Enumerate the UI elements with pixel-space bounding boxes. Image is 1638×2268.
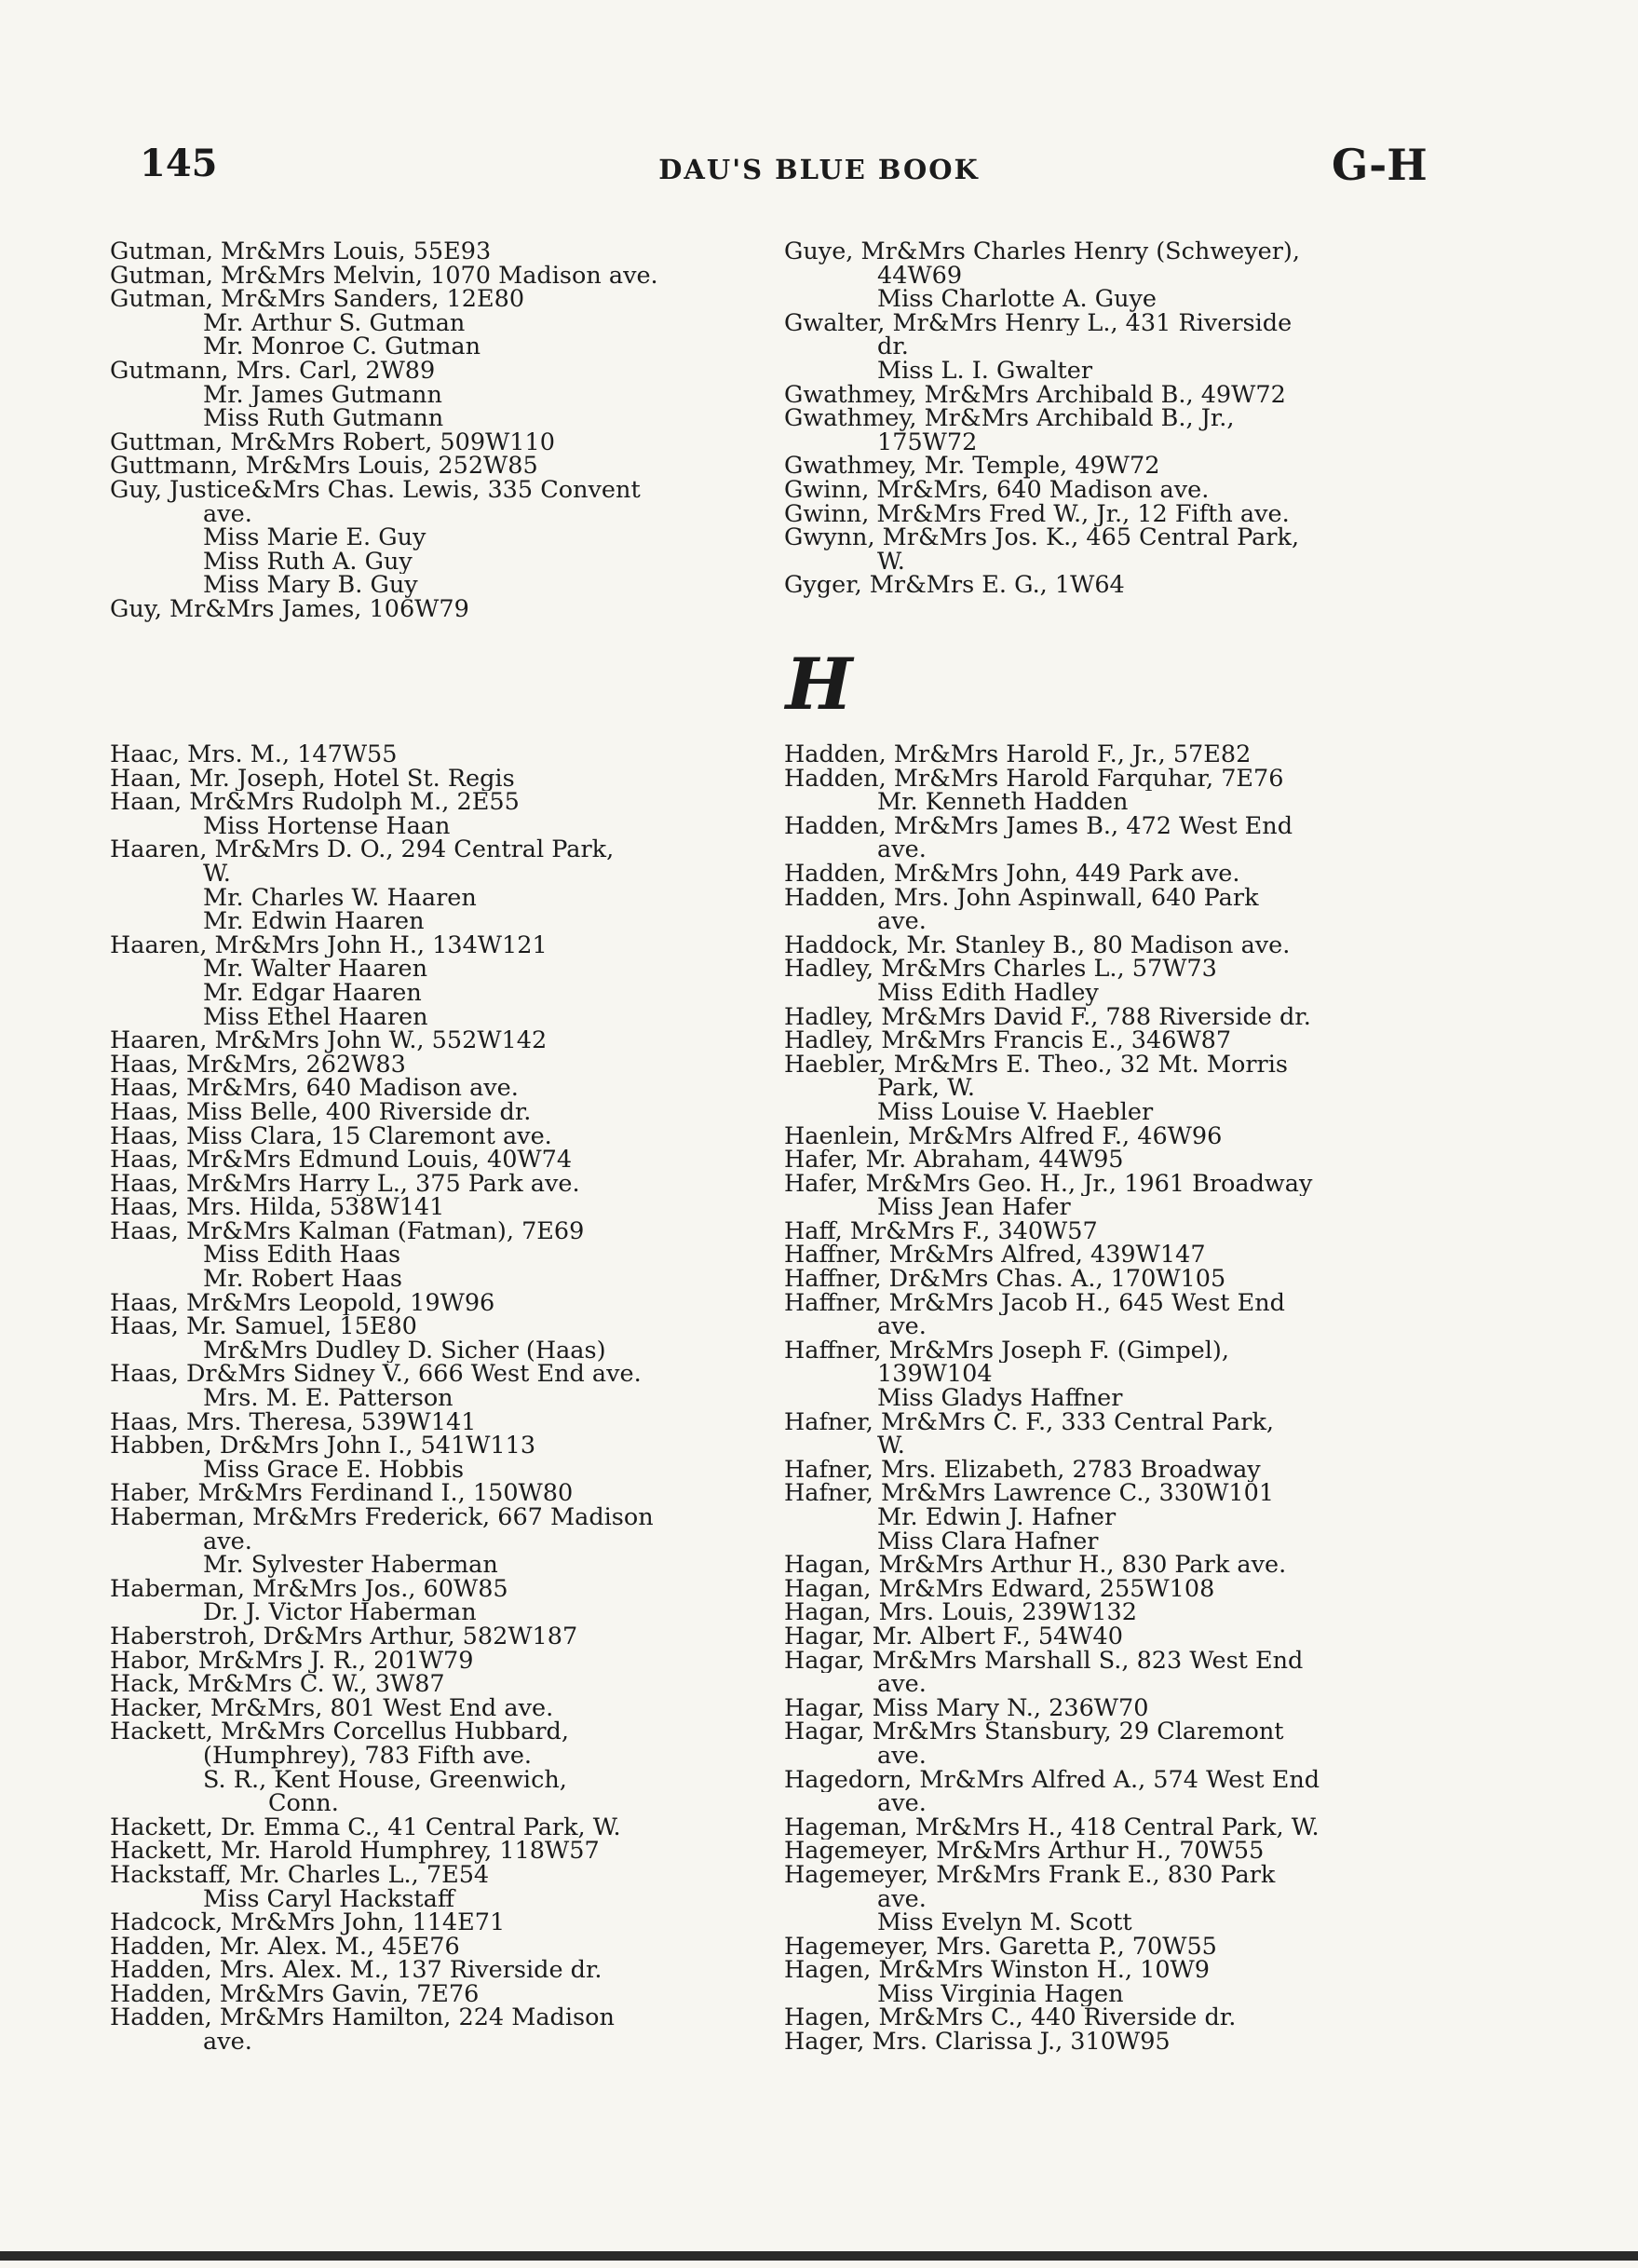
directory-entry: Hagen, Mr&Mrs Winston H., 10W9 (784, 1959, 1210, 1983)
book-title: DAU'S BLUE BOOK (658, 154, 980, 185)
directory-entry: Hadden, Mr&Mrs Gavin, 7E76 (110, 1982, 480, 2007)
directory-subentry: Mr. Sylvester Haberman (203, 1554, 498, 1578)
h-entries-right-column (784, 743, 1436, 2055)
directory-entry: Haas, Mr&Mrs Edmund Louis, 40W74 (110, 1148, 573, 1173)
g-entries-right-column (784, 240, 1436, 598)
directory-entry: Hagar, Mr&Mrs Stansbury, 29 Claremont (784, 1720, 1284, 1745)
directory-entry: Gutman, Mr&Mrs Melvin, 1070 Madison ave. (110, 264, 658, 289)
directory-subentry: ave. (877, 1792, 927, 1816)
directory-subentry: Mr. Edgar Haaren (203, 981, 422, 1006)
directory-subentry: ave. (877, 1673, 927, 1697)
directory-entry: Haff, Mr&Mrs F., 340W57 (784, 1219, 1098, 1244)
directory-entry: Hafer, Mr. Abraham, 44W95 (784, 1148, 1124, 1173)
directory-subentry: ave. (877, 1887, 927, 1912)
directory-entry: Gyger, Mr&Mrs E. G., 1W64 (784, 574, 1125, 598)
directory-entry: Hagan, Mrs. Louis, 239W132 (784, 1601, 1137, 1625)
directory-entry: Gwathmey, Mr. Temple, 49W72 (784, 455, 1160, 479)
directory-subentry: Dr. J. Victor Haberman (203, 1601, 477, 1625)
directory-entry: Hagen, Mr&Mrs C., 440 Riverside dr. (784, 2006, 1237, 2031)
directory-subentry: ave. (203, 1529, 252, 1555)
directory-subentry: Miss Evelyn M. Scott (877, 1911, 1132, 1935)
directory-subentry: Miss L. I. Gwalter (877, 359, 1093, 384)
directory-subentry: Mr. James Gutmann (203, 383, 442, 408)
directory-subentry: Miss Charlotte A. Guye (877, 288, 1157, 312)
directory-entry: Hadley, Mr&Mrs Charles L., 57W73 (784, 957, 1217, 982)
directory-entry: Guttmann, Mr&Mrs Louis, 252W85 (110, 455, 538, 479)
directory-entry: Haas, Miss Belle, 400 Riverside dr. (110, 1100, 532, 1125)
directory-entry: Gutman, Mr&Mrs Sanders, 12E80 (110, 288, 525, 312)
directory-entry: Hadden, Mr&Mrs James B., 472 West End (784, 814, 1293, 839)
directory-entry: Hadley, Mr&Mrs Francis E., 346W87 (784, 1029, 1232, 1053)
directory-entry: Haffner, Dr&Mrs Chas. A., 170W105 (784, 1268, 1226, 1292)
directory-entry: Hager, Mrs. Clarissa J., 310W95 (784, 2030, 1171, 2055)
directory-entry: Haas, Miss Clara, 15 Claremont ave. (110, 1124, 552, 1149)
directory-entry: Haber, Mr&Mrs Ferdinand I., 150W80 (110, 1482, 574, 1506)
section-letter-h: H (785, 643, 853, 726)
directory-subentry: Conn. (268, 1792, 339, 1816)
directory-subentry: Miss Grace E. Hobbis (203, 1458, 465, 1483)
directory-entry: Hadcock, Mr&Mrs John, 114E71 (110, 1911, 506, 1935)
directory-subentry: ave. (877, 1744, 927, 1769)
directory-entry: Hagar, Mr. Albert F., 54W40 (784, 1624, 1123, 1650)
directory-entry: Hagar, Miss Mary N., 236W70 (784, 1696, 1149, 1721)
directory-entry: Hafner, Mrs. Elizabeth, 2783 Broadway (784, 1458, 1261, 1483)
directory-entry: Haas, Mrs. Hilda, 538W141 (110, 1196, 445, 1220)
directory-entry: Haffner, Mr&Mrs Alfred, 439W147 (784, 1243, 1206, 1269)
directory-subentry: Miss Edith Haas (203, 1243, 401, 1269)
directory-subentry: Mr. Walter Haaren (203, 957, 428, 982)
directory-subentry: W. (203, 862, 231, 887)
directory-subentry: Park, W. (877, 1077, 975, 1101)
directory-entry: Hagar, Mr&Mrs Marshall S., 823 West End (784, 1649, 1304, 1674)
directory-entry: Hack, Mr&Mrs C. W., 3W87 (110, 1673, 445, 1697)
directory-entry: Gwynn, Mr&Mrs Jos. K., 465 Central Park, (784, 526, 1300, 550)
directory-subentry: Miss Mary B. Guy (203, 574, 418, 598)
directory-subentry: Miss Clara Hafner (877, 1529, 1099, 1555)
directory-entry: Hadden, Mr&Mrs John, 449 Park ave. (784, 862, 1240, 887)
directory-subentry: Mr. Edwin J. Hafner (877, 1506, 1117, 1530)
directory-subentry: ave. (877, 910, 927, 934)
directory-entry: Hafer, Mr&Mrs Geo. H., Jr., 1961 Broadway (784, 1172, 1313, 1197)
directory-subentry: W. (877, 550, 905, 575)
directory-entry: Haas, Mrs. Theresa, 539W141 (110, 1410, 477, 1435)
directory-entry: Haac, Mrs. M., 147W55 (110, 743, 398, 767)
directory-entry: Hageman, Mr&Mrs H., 418 Central Park, W. (784, 1815, 1320, 1840)
directory-subentry: 44W69 (877, 264, 963, 289)
directory-subentry: (Humphrey), 783 Fifth ave. (203, 1744, 533, 1769)
directory-entry: Hagan, Mr&Mrs Edward, 255W108 (784, 1577, 1215, 1602)
directory-entry: Hadden, Mr. Alex. M., 45E76 (110, 1935, 460, 1960)
directory-entry: Hackett, Dr. Emma C., 41 Central Park, W. (110, 1815, 621, 1840)
directory-entry: Hackstaff, Mr. Charles L., 7E54 (110, 1863, 490, 1888)
directory-subentry: Miss Ruth Gutmann (203, 407, 444, 431)
directory-entry: Hagemeyer, Mrs. Garetta P., 70W55 (784, 1935, 1217, 1960)
directory-entry: Gwalter, Mr&Mrs Henry L., 431 Riverside (784, 311, 1293, 336)
directory-entry: Gwinn, Mr&Mrs Fred W., Jr., 12 Fifth ave. (784, 502, 1290, 527)
directory-entry: Gutman, Mr&Mrs Louis, 55E93 (110, 240, 492, 265)
directory-entry: Hadden, Mr&Mrs Harold F., Jr., 57E82 (784, 743, 1252, 767)
directory-entry: Haberstroh, Dr&Mrs Arthur, 582W187 (110, 1624, 578, 1650)
directory-entry: Hadden, Mrs. John Aspinwall, 640 Park (784, 886, 1259, 911)
directory-subentry: ave. (877, 1315, 927, 1339)
directory-entry: Guttman, Mr&Mrs Robert, 509W110 (110, 430, 555, 455)
directory-entry: Haffner, Mr&Mrs Joseph F. (Gimpel), (784, 1338, 1229, 1364)
directory-entry: Hackett, Mr&Mrs Corcellus Hubbard, (110, 1720, 569, 1745)
directory-subentry: Mr&Mrs Dudley D. Sicher (Haas) (203, 1338, 606, 1364)
directory-entry: Hadden, Mrs. Alex. M., 137 Riverside dr. (110, 1959, 602, 1983)
directory-subentry: Miss Gladys Haffner (877, 1387, 1123, 1411)
directory-subentry: ave. (203, 502, 252, 527)
page-number: 145 (140, 142, 218, 185)
directory-entry: Hacker, Mr&Mrs, 801 West End ave. (110, 1696, 554, 1721)
directory-subentry: Mr. Kenneth Hadden (877, 791, 1129, 815)
directory-entry: Hadden, Mr&Mrs Harold Farquhar, 7E76 (784, 767, 1284, 792)
directory-entry: Haberman, Mr&Mrs Frederick, 667 Madison (110, 1506, 654, 1530)
directory-entry: Hadden, Mr&Mrs Hamilton, 224 Madison (110, 2006, 615, 2031)
directory-entry: Habben, Dr&Mrs John I., 541W113 (110, 1434, 536, 1459)
directory-entry: Haas, Mr&Mrs Kalman (Fatman), 7E69 (110, 1219, 585, 1244)
directory-subentry: Miss Hortense Haan (203, 814, 451, 839)
directory-entry: Gwathmey, Mr&Mrs Archibald B., 49W72 (784, 383, 1286, 408)
directory-subentry: Mr. Arthur S. Gutman (203, 311, 466, 336)
page-bottom-rule (0, 2251, 1638, 2261)
directory-subentry: Mr. Charles W. Haaren (203, 886, 477, 911)
directory-entry: Habor, Mr&Mrs J. R., 201W79 (110, 1649, 474, 1674)
directory-subentry: dr. (877, 335, 909, 360)
directory-subentry: 175W72 (877, 430, 978, 455)
directory-entry: Haberman, Mr&Mrs Jos., 60W85 (110, 1577, 508, 1602)
directory-subentry: Mrs. M. E. Patterson (203, 1387, 453, 1411)
directory-subentry: Miss Caryl Hackstaff (203, 1887, 454, 1912)
directory-entry: Hagedorn, Mr&Mrs Alfred A., 574 West End (784, 1768, 1320, 1793)
directory-entry: Hackett, Mr. Harold Humphrey, 118W57 (110, 1840, 600, 1864)
directory-entry: Haas, Mr. Samuel, 15E80 (110, 1315, 417, 1339)
directory-entry: Gwinn, Mr&Mrs, 640 Madison ave. (784, 478, 1210, 503)
directory-subentry: Miss Ruth A. Guy (203, 550, 413, 575)
directory-subentry: Mr. Monroe C. Gutman (203, 335, 481, 360)
directory-subentry: 139W104 (877, 1363, 993, 1388)
directory-entry: Hadley, Mr&Mrs David F., 788 Riverside dr. (784, 1005, 1311, 1030)
directory-entry: Haffner, Mr&Mrs Jacob H., 645 West End (784, 1291, 1286, 1316)
directory-subentry: Miss Ethel Haaren (203, 1005, 428, 1030)
directory-entry: Haas, Mr&Mrs, 262W83 (110, 1053, 406, 1078)
directory-entry: Guye, Mr&Mrs Charles Henry (Schweyer), (784, 240, 1300, 265)
directory-subentry: Miss Marie E. Guy (203, 526, 426, 550)
directory-subentry: W. (877, 1434, 905, 1459)
directory-entry: Haebler, Mr&Mrs E. Theo., 32 Mt. Morris (784, 1053, 1288, 1078)
directory-entry: Haddock, Mr. Stanley B., 80 Madison ave. (784, 933, 1291, 958)
directory-subentry: Miss Virginia Hagen (877, 1982, 1124, 2007)
section-range: G-H (1332, 140, 1428, 190)
directory-entry: Guy, Justice&Mrs Chas. Lewis, 335 Convent (110, 478, 641, 503)
directory-entry: Haas, Mr&Mrs Harry L., 375 Park ave. (110, 1172, 580, 1197)
directory-entry: Haas, Mr&Mrs Leopold, 19W96 (110, 1291, 495, 1316)
directory-subentry: ave. (203, 2030, 252, 2055)
directory-subentry: Miss Louise V. Haebler (877, 1100, 1154, 1125)
directory-entry: Haan, Mr. Joseph, Hotel St. Regis (110, 767, 515, 792)
directory-entry: Haas, Dr&Mrs Sidney V., 666 West End ave. (110, 1363, 642, 1388)
directory-subentry: Miss Edith Hadley (877, 981, 1099, 1006)
directory-entry: Haaren, Mr&Mrs John W., 552W142 (110, 1029, 548, 1053)
directory-entry: Haaren, Mr&Mrs D. O., 294 Central Park, (110, 838, 615, 862)
g-entries-left-column (110, 240, 762, 622)
directory-entry: Haenlein, Mr&Mrs Alfred F., 46W96 (784, 1124, 1223, 1149)
directory-entry: Haaren, Mr&Mrs John H., 134W121 (110, 933, 548, 958)
directory-entry: Guy, Mr&Mrs James, 106W79 (110, 597, 469, 622)
h-entries-left-column (110, 743, 762, 2055)
directory-entry: Haas, Mr&Mrs, 640 Madison ave. (110, 1077, 519, 1101)
directory-subentry: S. R., Kent House, Greenwich, (203, 1768, 567, 1793)
directory-entry: Hagan, Mr&Mrs Arthur H., 830 Park ave. (784, 1554, 1287, 1578)
directory-subentry: Mr. Edwin Haaren (203, 910, 425, 934)
directory-entry: Gutmann, Mrs. Carl, 2W89 (110, 359, 436, 384)
directory-entry: Hagemeyer, Mr&Mrs Arthur H., 70W55 (784, 1840, 1265, 1864)
directory-subentry: ave. (877, 838, 927, 862)
directory-entry: Gwathmey, Mr&Mrs Archibald B., Jr., (784, 407, 1235, 431)
directory-entry: Hafner, Mr&Mrs C. F., 333 Central Park, (784, 1410, 1274, 1435)
directory-entry: Hafner, Mr&Mrs Lawrence C., 330W101 (784, 1482, 1275, 1506)
directory-subentry: Miss Jean Hafer (877, 1196, 1071, 1220)
directory-subentry: Mr. Robert Haas (203, 1268, 402, 1292)
directory-entry: Hagemeyer, Mr&Mrs Frank E., 830 Park (784, 1863, 1276, 1888)
directory-entry: Haan, Mr&Mrs Rudolph M., 2E55 (110, 791, 520, 815)
